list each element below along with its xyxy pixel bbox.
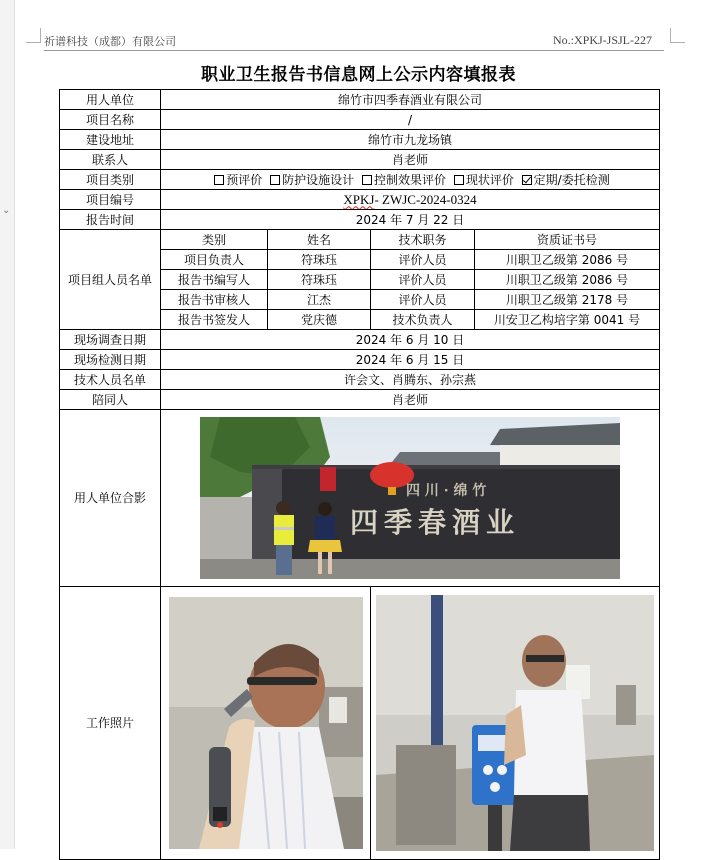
option-pre-evaluation[interactable]: 预评价 (210, 173, 262, 187)
checkbox-icon[interactable] (270, 175, 280, 185)
row-survey-date (60, 330, 660, 350)
member-title: 技术负责人 (371, 310, 475, 330)
page-title: 职业卫生报告书信息网上公示内容填报表 (201, 65, 516, 85)
row-employer (60, 90, 660, 110)
chevron-down-icon[interactable]: ⌄ (2, 205, 11, 216)
row-report-date (60, 210, 660, 230)
member-name: 江杰 (268, 290, 371, 310)
member-cert: 川职卫乙级第 2086 号 (475, 250, 660, 270)
crop-mark-top-right (670, 28, 685, 43)
label-survey-date: 现场调查日期 (60, 330, 161, 350)
group-photo-image (200, 417, 620, 579)
header-company: 祈谱科技（成都）有限公司 (44, 35, 176, 48)
work-photo-2 (376, 595, 654, 851)
checkbox-checked-icon[interactable] (522, 175, 532, 185)
member-cert: 川职卫乙级第 2178 号 (475, 290, 660, 310)
label-project-name: 项目名称 (60, 110, 161, 130)
row-project-no (60, 190, 660, 210)
group-photo-cell (161, 410, 660, 587)
option-periodic-testing[interactable]: 定期/委托检测 (518, 173, 610, 187)
work-photo-1 (169, 597, 363, 849)
work-photo-cell-2 (371, 587, 660, 860)
label-work-photos: 工作照片 (60, 587, 161, 860)
team-header-row (60, 230, 660, 250)
label-team: 项目组人员名单 (60, 230, 161, 330)
member-name: 符珠珏 (268, 250, 371, 270)
option-status-evaluation[interactable]: 现状评价 (450, 173, 514, 187)
member-role: 项目负责人 (161, 250, 268, 270)
value-address: 绵竹市九龙场镇 (161, 130, 660, 150)
left-margin-strip (0, 0, 15, 849)
work-photo-2-image (376, 595, 654, 851)
project-no-prefix: XPKJ (343, 191, 375, 207)
team-header-role: 类别 (161, 230, 268, 250)
label-group-photo: 用人单位合影 (60, 410, 161, 587)
member-title: 评价人员 (371, 290, 475, 310)
work-photo-1-image (169, 597, 363, 849)
label-escort: 陪同人 (60, 390, 161, 410)
label-technicians: 技术人员名单 (60, 370, 161, 390)
member-title: 评价人员 (371, 250, 475, 270)
checkbox-icon[interactable] (362, 175, 372, 185)
value-project-no (161, 190, 660, 210)
value-employer: 绵竹市四季春酒业有限公司 (161, 90, 660, 110)
checkbox-icon[interactable] (214, 175, 224, 185)
label-contact: 联系人 (60, 150, 161, 170)
sign-small-text: 四 川 · 绵 竹 (406, 483, 487, 499)
option-protection-design[interactable]: 防护设施设计 (266, 173, 354, 187)
header-rule (44, 50, 664, 51)
group-photo (200, 417, 620, 579)
value-report-date: 2024 年 7 月 22 日 (161, 210, 660, 230)
row-category (60, 170, 660, 190)
label-address: 建设地址 (60, 130, 161, 150)
value-test-date: 2024 年 6 月 15 日 (161, 350, 660, 370)
member-cert: 川职卫乙级第 2086 号 (475, 270, 660, 290)
row-contact (60, 150, 660, 170)
value-project-name: / (161, 110, 660, 130)
row-technicians (60, 370, 660, 390)
row-address (60, 130, 660, 150)
value-survey-date: 2024 年 6 月 10 日 (161, 330, 660, 350)
value-contact: 肖老师 (161, 150, 660, 170)
member-name: 党庆德 (268, 310, 371, 330)
member-cert: 川安卫乙构培字第 0041 号 (475, 310, 660, 330)
row-work-photos (60, 587, 660, 860)
member-title: 评价人员 (371, 270, 475, 290)
team-header-cert: 资质证书号 (475, 230, 660, 250)
sign-main-text: 四季春酒业 (350, 506, 521, 539)
member-role: 报告书审核人 (161, 290, 268, 310)
label-project-no: 项目编号 (60, 190, 161, 210)
member-role: 报告书签发人 (161, 310, 268, 330)
label-employer: 用人单位 (60, 90, 161, 110)
label-category: 项目类别 (60, 170, 161, 190)
team-header-name: 姓名 (268, 230, 371, 250)
option-control-effect[interactable]: 控制效果评价 (358, 173, 446, 187)
row-escort (60, 390, 660, 410)
row-test-date (60, 350, 660, 370)
team-header-title: 技术职务 (371, 230, 475, 250)
member-name: 符珠珏 (268, 270, 371, 290)
info-table (59, 89, 660, 860)
row-group-photo (60, 410, 660, 587)
project-no-rest: - ZWJC-2024-0324 (374, 191, 477, 207)
value-escort: 肖老师 (161, 390, 660, 410)
label-report-date: 报告时间 (60, 210, 161, 230)
member-role: 报告书编写人 (161, 270, 268, 290)
checkbox-icon[interactable] (454, 175, 464, 185)
row-project-name (60, 110, 660, 130)
work-photo-cell-1 (161, 587, 371, 860)
label-test-date: 现场检测日期 (60, 350, 161, 370)
header-doc-number: No.:XPKJ-JSJL-227 (553, 33, 653, 47)
category-options (161, 170, 660, 190)
crop-mark-top-left (26, 28, 41, 43)
value-technicians: 许会文、肖腾东、孙宗燕 (161, 370, 660, 390)
